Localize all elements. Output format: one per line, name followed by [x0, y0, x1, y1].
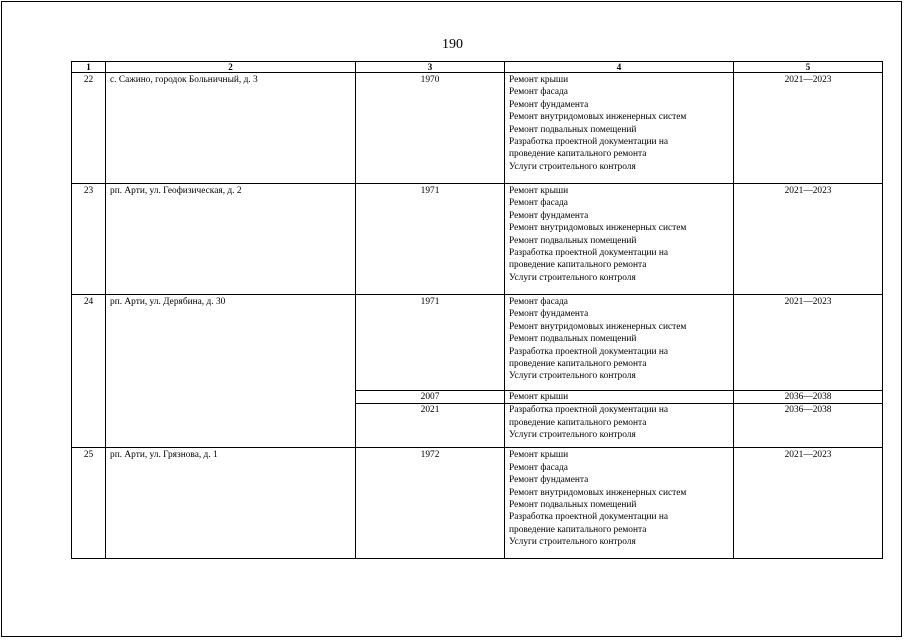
row-number-cell: 25 — [72, 448, 106, 559]
work-item: Ремонт фасада — [509, 297, 568, 307]
year-cell: 1971 — [356, 184, 505, 295]
work-item: Ремонт подвальных помещений — [509, 500, 637, 511]
column-header: 1 — [72, 62, 106, 73]
works-cell — [505, 184, 734, 295]
works-cell — [505, 73, 734, 184]
period-cell: 2021—2023 — [734, 295, 883, 391]
work-item: Ремонт внутридомовых инженерных систем — [509, 487, 687, 498]
works-cell — [505, 391, 734, 404]
work-item: Ремонт фундамента — [509, 99, 589, 110]
work-item: Ремонт подвальных помещений — [509, 235, 637, 246]
column-header: 2 — [106, 62, 356, 73]
year-cell: 2007 — [356, 391, 505, 404]
page-number: 190 — [442, 37, 463, 52]
work-item: проведение капитального ремонта — [509, 417, 647, 428]
address-cell: рп. Арти, ул. Дерябина, д. 30 — [106, 295, 356, 448]
period-cell: 2021—2023 — [734, 73, 883, 184]
work-item: Ремонт фасада — [509, 198, 568, 209]
work-item: Разработка проектной документации на — [509, 248, 669, 259]
work-item: проведение капитального ремонта — [509, 524, 647, 535]
works-cell — [505, 448, 734, 559]
table-row — [72, 295, 883, 391]
address-cell: рп. Арти, ул. Грязнова, д. 1 — [106, 448, 356, 559]
work-item: Услуги строительного контроля — [509, 430, 636, 441]
work-item: Ремонт крыши — [509, 392, 569, 402]
period-cell: 2036—2038 — [734, 404, 883, 448]
table-row — [72, 448, 883, 559]
work-item: проведение капитального ремонта — [509, 260, 647, 271]
work-item: Услуги строительного контроля — [509, 272, 636, 283]
repair-schedule-table — [71, 61, 883, 559]
row-number-cell: 24 — [72, 295, 106, 448]
work-item: Ремонт крыши — [509, 186, 569, 196]
work-item: Ремонт подвальных помещений — [509, 124, 637, 135]
year-cell: 1970 — [356, 73, 505, 184]
table-row — [72, 73, 883, 184]
work-item: проведение капитального ремонта — [509, 359, 647, 370]
work-item: Ремонт внутридомовых инженерных систем — [509, 321, 687, 332]
works-cell — [505, 295, 734, 391]
work-item: Ремонт фасада — [509, 87, 568, 98]
year-cell: 2021 — [356, 404, 505, 448]
work-item: Ремонт фундамента — [509, 210, 589, 221]
period-cell: 2036—2038 — [734, 391, 883, 404]
work-item: Ремонт фасада — [509, 462, 568, 473]
period-cell: 2021—2023 — [734, 184, 883, 295]
year-cell: 1971 — [356, 295, 505, 391]
row-number-cell: 23 — [72, 184, 106, 295]
work-item: Ремонт подвальных помещений — [509, 334, 637, 345]
address-cell: с. Сажино, городок Больничный, д. 3 — [106, 73, 356, 184]
work-item: Ремонт внутридомовых инженерных систем — [509, 223, 687, 234]
year-cell: 1972 — [356, 448, 505, 559]
work-item: Услуги строительного контроля — [509, 161, 636, 172]
work-item: Разработка проектной документации на — [509, 346, 669, 357]
address-cell: рп. Арти, ул. Геофизическая, д. 2 — [106, 184, 356, 295]
row-number-cell: 22 — [72, 73, 106, 184]
table-row — [72, 184, 883, 295]
header-row — [72, 62, 883, 73]
column-header: 5 — [734, 62, 883, 73]
work-item: Услуги строительного контроля — [509, 537, 636, 548]
work-item: Разработка проектной документации на — [509, 405, 669, 416]
work-item: Услуги строительного контроля — [509, 371, 636, 382]
table-body — [72, 73, 883, 559]
work-item: проведение капитального ремонта — [509, 149, 647, 160]
column-header: 4 — [505, 62, 734, 73]
work-item: Ремонт фундамента — [509, 475, 589, 486]
work-item: Ремонт крыши — [509, 450, 569, 461]
work-item: Разработка проектной документации на — [509, 512, 669, 523]
work-item: Разработка проектной документации на — [509, 137, 669, 148]
work-item: Ремонт крыши — [509, 75, 569, 85]
work-item: Ремонт внутридомовых инженерных систем — [509, 112, 687, 123]
period-cell: 2021—2023 — [734, 448, 883, 559]
work-item: Ремонт фундамента — [509, 309, 589, 320]
works-cell — [505, 404, 734, 448]
column-header: 3 — [356, 62, 505, 73]
